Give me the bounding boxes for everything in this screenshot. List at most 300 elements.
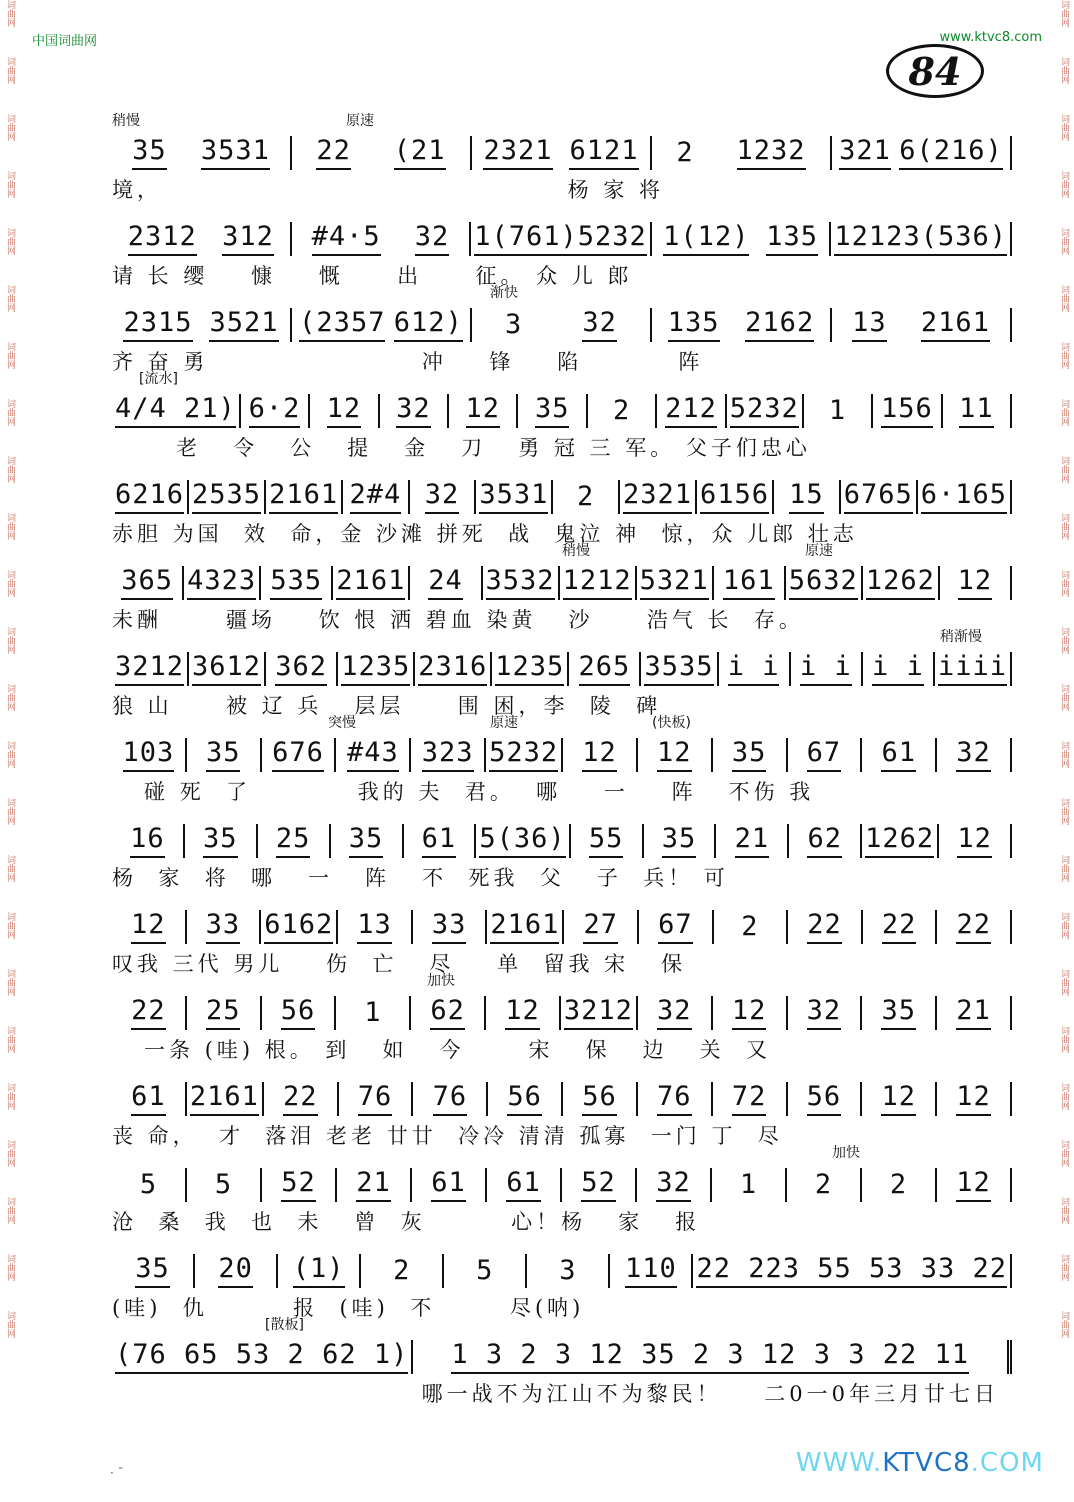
side-watermark-text: 词曲网 bbox=[1059, 342, 1069, 369]
measure bbox=[112, 308, 292, 342]
measure bbox=[863, 566, 940, 600]
measure bbox=[560, 566, 637, 600]
measure bbox=[563, 1082, 638, 1116]
note-group: 612) bbox=[394, 307, 463, 342]
measure bbox=[564, 910, 639, 944]
side-watermark-text: 词曲网 bbox=[1059, 570, 1069, 597]
lyrics-line: 请 长 缨 慷 慨 出 征。 众 儿 郎 bbox=[112, 264, 633, 288]
note-group: 13 bbox=[852, 307, 887, 342]
side-watermark-text: 词曲网 bbox=[5, 741, 15, 768]
tempo-marks bbox=[112, 968, 1012, 994]
lyrics-line: 老 令 公 提 金 刀 勇 冠 三 军。 父子们忠心 bbox=[112, 436, 811, 460]
note-group: 35 bbox=[132, 135, 167, 170]
notation-line bbox=[112, 824, 1012, 858]
side-watermark-text: 词曲网 bbox=[1059, 627, 1069, 654]
note-group: 35 bbox=[203, 823, 238, 858]
side-watermark-text: 词曲网 bbox=[5, 1311, 15, 1338]
measure bbox=[787, 1168, 862, 1202]
note-group: 25 bbox=[276, 823, 311, 858]
measure bbox=[112, 824, 185, 858]
measure bbox=[791, 652, 863, 686]
measure bbox=[261, 910, 338, 944]
side-watermark-text: 词曲网 bbox=[5, 1254, 15, 1281]
measure bbox=[638, 1082, 713, 1116]
note-group: 55 bbox=[589, 823, 624, 858]
measure bbox=[527, 1254, 610, 1288]
measure bbox=[262, 996, 337, 1030]
note-group: 161 bbox=[723, 565, 775, 600]
tempo-mark: 突慢 bbox=[328, 715, 356, 731]
side-watermark-text: 词曲网 bbox=[5, 513, 15, 540]
note-group: 32 bbox=[415, 221, 450, 256]
measure bbox=[488, 1082, 563, 1116]
measure bbox=[112, 222, 292, 256]
measure bbox=[112, 652, 189, 686]
measure bbox=[610, 1254, 693, 1288]
note-group: 1212 bbox=[563, 565, 632, 600]
note-group: 35 bbox=[662, 823, 697, 858]
measure bbox=[935, 652, 1012, 686]
measure bbox=[486, 738, 563, 772]
note-group: 5232 bbox=[730, 393, 799, 428]
note-group: 135 bbox=[766, 221, 818, 256]
side-watermark-text: 词曲网 bbox=[5, 0, 15, 27]
note-group: 13 bbox=[357, 909, 392, 944]
note-group: 62 bbox=[807, 823, 842, 858]
notation-line bbox=[112, 308, 1012, 342]
measure bbox=[483, 566, 560, 600]
note-group: 5632 bbox=[789, 565, 858, 600]
note-group: 12 bbox=[958, 565, 993, 600]
measure bbox=[652, 222, 832, 256]
left-side-watermark-strip bbox=[0, 0, 20, 1502]
measure bbox=[940, 566, 1012, 600]
note-group: 3532 bbox=[486, 565, 555, 600]
note-group: 32 bbox=[656, 1167, 691, 1202]
note-group: iiii bbox=[938, 651, 1007, 686]
lyrics-line: (哇) 仇 报 (哇) 不 尽(呐) bbox=[112, 1296, 585, 1320]
lyrics-line: 狼 山 被 辽 兵 层层 围 困，李 陵 碑 bbox=[112, 694, 662, 718]
measure bbox=[410, 480, 477, 514]
measure bbox=[563, 738, 638, 772]
side-watermark-text: 词曲网 bbox=[5, 342, 15, 369]
note-group: 1262 bbox=[866, 565, 935, 600]
measure bbox=[413, 1082, 488, 1116]
tempo-mark: 稍慢 bbox=[112, 113, 140, 129]
measure bbox=[380, 394, 449, 428]
note-group: i i bbox=[872, 651, 924, 686]
lyrics-line: 一条 (哇) 根。 到 如 今 宋 保 边 关 又 bbox=[112, 1038, 771, 1062]
side-watermark-text: 词曲网 bbox=[1059, 855, 1069, 882]
score-system bbox=[112, 710, 1012, 804]
measure bbox=[652, 308, 832, 342]
measure bbox=[644, 824, 717, 858]
measure bbox=[476, 480, 553, 514]
measure bbox=[336, 996, 411, 1030]
side-watermark-text: 词曲网 bbox=[5, 228, 15, 255]
measure bbox=[788, 738, 863, 772]
measure bbox=[471, 222, 652, 256]
tempo-mark: 加快 bbox=[832, 1145, 860, 1161]
note-group: 22 bbox=[131, 995, 166, 1030]
side-watermark-text: 词曲网 bbox=[1059, 684, 1069, 711]
tempo-mark: 原速 bbox=[490, 715, 518, 731]
score-sheet bbox=[112, 108, 1012, 1406]
note-group: #4·5 bbox=[312, 221, 381, 256]
side-watermark-text: 词曲网 bbox=[5, 570, 15, 597]
note-group: 2#4 bbox=[350, 479, 402, 514]
note-group: 21 bbox=[956, 995, 991, 1030]
tempo-marks bbox=[112, 538, 1012, 564]
tempo-mark: 原速 bbox=[346, 113, 374, 129]
note-group: 22 bbox=[882, 909, 917, 944]
note-group: 2 bbox=[393, 1255, 411, 1286]
measure bbox=[620, 480, 697, 514]
side-watermark-text: 词曲网 bbox=[5, 456, 15, 483]
measure bbox=[266, 652, 338, 686]
lyrics-line: 齐 奋 勇 冲 锋 陷 阵 bbox=[112, 350, 704, 374]
note-group: 52 bbox=[581, 1167, 616, 1202]
note-group: 1 bbox=[739, 1169, 758, 1200]
note-group: 135 bbox=[668, 307, 720, 342]
measure bbox=[333, 566, 410, 600]
note-group: 3612 bbox=[192, 651, 261, 686]
measure bbox=[788, 910, 863, 944]
bottom-watermark-prefix: WWW. bbox=[795, 1448, 883, 1478]
measure bbox=[337, 1168, 412, 1202]
note-group: (21 bbox=[394, 135, 446, 170]
measure bbox=[264, 1082, 339, 1116]
note-group: 16 bbox=[130, 823, 165, 858]
note-group: 3(536) bbox=[903, 221, 1007, 256]
measure bbox=[786, 566, 863, 600]
side-watermark-text: 词曲网 bbox=[5, 399, 15, 426]
side-watermark-text: 词曲网 bbox=[1059, 1311, 1069, 1338]
note-group: 362 bbox=[275, 651, 327, 686]
note-group: 61 bbox=[506, 1167, 541, 1202]
tempo-marks bbox=[112, 1226, 1012, 1252]
note-group: 56 bbox=[507, 1081, 542, 1116]
side-watermark-text: 词曲网 bbox=[1059, 114, 1069, 141]
bottom-watermark-suffix: .COM bbox=[970, 1448, 1044, 1478]
note-group: 312 bbox=[222, 221, 274, 256]
notation-line bbox=[112, 910, 1012, 944]
tempo-marks bbox=[112, 366, 1012, 392]
tempo-mark: 原速 bbox=[805, 543, 833, 559]
measure bbox=[187, 738, 262, 772]
measure bbox=[774, 480, 841, 514]
note-group: 156 bbox=[881, 393, 933, 428]
measure bbox=[112, 480, 189, 514]
note-group: 676 bbox=[272, 737, 324, 772]
note-group: 1 bbox=[828, 395, 847, 426]
measure bbox=[714, 566, 786, 600]
notation-line bbox=[112, 1340, 1012, 1374]
tempo-mark: 稍渐慢 bbox=[940, 629, 982, 645]
side-watermark-text: 词曲网 bbox=[1059, 1140, 1069, 1167]
note-group: 76 bbox=[433, 1081, 468, 1116]
measure bbox=[292, 136, 472, 170]
measure bbox=[831, 222, 1012, 256]
score-system bbox=[112, 1226, 1012, 1320]
measure bbox=[697, 480, 774, 514]
side-watermark-text: 词曲网 bbox=[5, 855, 15, 882]
note-group: 52 bbox=[281, 1167, 316, 1202]
note-group: 3 bbox=[505, 309, 523, 340]
score-system bbox=[112, 1054, 1012, 1148]
note-group: 61 bbox=[422, 823, 457, 858]
measure bbox=[862, 824, 939, 858]
measure bbox=[727, 394, 804, 428]
side-watermark-text: 词曲网 bbox=[1059, 285, 1069, 312]
notation-line bbox=[112, 394, 1012, 428]
score-system bbox=[112, 108, 1012, 202]
side-watermark-text: 词曲网 bbox=[5, 171, 15, 198]
note-group: 56 bbox=[807, 1081, 842, 1116]
note-group: 2 bbox=[741, 911, 759, 942]
measure bbox=[561, 996, 638, 1030]
note-group: 61 bbox=[431, 1167, 466, 1202]
measure bbox=[713, 738, 788, 772]
lyrics-line: 叹我 三代 男儿 伤 亡 尽 单 留我 宋 保 bbox=[112, 952, 687, 976]
measure bbox=[492, 652, 569, 686]
side-watermark-text: 词曲网 bbox=[5, 1140, 15, 1167]
stray-mark: · ˉ bbox=[110, 1466, 124, 1480]
note-group: 5 bbox=[214, 1169, 233, 1200]
measure bbox=[112, 996, 187, 1030]
note-group: 35 bbox=[881, 995, 916, 1030]
top-right-watermark: www.ktvc8.com bbox=[939, 30, 1042, 45]
note-group: 35 bbox=[135, 1253, 170, 1288]
side-watermark-text: 词曲网 bbox=[5, 798, 15, 825]
measure bbox=[937, 1168, 1012, 1202]
note-group: 2 bbox=[612, 395, 631, 426]
measure bbox=[588, 394, 657, 428]
note-group: 2 bbox=[814, 1169, 833, 1200]
note-group: 56 bbox=[582, 1081, 617, 1116]
note-group: 61 bbox=[131, 1081, 166, 1116]
note-group: 61 bbox=[881, 737, 916, 772]
measure bbox=[716, 824, 789, 858]
notation-line bbox=[112, 222, 1012, 256]
measure bbox=[862, 738, 937, 772]
measure bbox=[112, 1082, 187, 1116]
note-group: 35 bbox=[535, 393, 570, 428]
note-group: 5232 bbox=[489, 737, 558, 772]
side-watermark-text: 词曲网 bbox=[1059, 513, 1069, 540]
measure bbox=[841, 480, 918, 514]
tempo-marks bbox=[112, 882, 1012, 908]
note-group: 12 bbox=[466, 393, 501, 428]
note-group: 67 bbox=[658, 909, 693, 944]
measure bbox=[943, 394, 1012, 428]
tempo-mark: [散板] bbox=[265, 1317, 304, 1333]
note-group: 6765 bbox=[844, 479, 913, 514]
note-group: 2161 bbox=[921, 307, 990, 342]
side-watermark-text: 词曲网 bbox=[5, 114, 15, 141]
note-group: 3212 bbox=[564, 995, 633, 1030]
measure bbox=[637, 1168, 712, 1202]
side-watermark-text: 词曲网 bbox=[5, 57, 15, 84]
note-group: (2357 bbox=[299, 307, 385, 342]
note-group: 3521 bbox=[209, 307, 278, 342]
note-group: 35 bbox=[349, 823, 384, 858]
note-group: 35 bbox=[206, 737, 241, 772]
note-group: 22 223 55 53 33 22 bbox=[696, 1253, 1007, 1288]
measure bbox=[639, 910, 714, 944]
score-system bbox=[112, 882, 1012, 976]
measure bbox=[292, 308, 472, 342]
lyrics-line: 赤胆 为国 效 命，金 沙滩 拼死 战 鬼泣 神 惊，众 儿郎 壮志 bbox=[112, 522, 858, 546]
measure bbox=[185, 824, 258, 858]
measure bbox=[518, 394, 587, 428]
tempo-mark: [流水] bbox=[139, 371, 178, 387]
note-group: 76 bbox=[358, 1081, 393, 1116]
note-group: 2161 bbox=[490, 909, 559, 944]
note-group: 12 bbox=[327, 393, 362, 428]
measure bbox=[937, 738, 1012, 772]
notation-line bbox=[112, 480, 1012, 514]
measure bbox=[112, 738, 187, 772]
note-group: 35 bbox=[732, 737, 767, 772]
measure bbox=[444, 1254, 527, 1288]
measure bbox=[292, 222, 472, 256]
note-group: 12 bbox=[957, 823, 992, 858]
side-watermark-text: 词曲网 bbox=[1059, 0, 1069, 27]
measure bbox=[487, 910, 564, 944]
note-group: 22 bbox=[956, 909, 991, 944]
side-watermark-text: 词曲网 bbox=[1059, 1026, 1069, 1053]
note-group: 12 bbox=[582, 737, 617, 772]
measure bbox=[862, 996, 937, 1030]
side-watermark-text: 词曲网 bbox=[1059, 171, 1069, 198]
measure bbox=[712, 1168, 787, 1202]
measure bbox=[241, 394, 310, 428]
tempo-marks bbox=[112, 194, 1012, 220]
measure bbox=[652, 136, 832, 170]
note-group: (1) bbox=[293, 1253, 345, 1288]
page-number-text: 84 bbox=[908, 48, 962, 94]
measure bbox=[404, 824, 477, 858]
note-group: 5 bbox=[476, 1255, 494, 1286]
note-group: 365 bbox=[121, 565, 173, 600]
note-group: 3535 bbox=[644, 651, 713, 686]
note-group: 5232 bbox=[578, 221, 647, 256]
tempo-mark: 加快 bbox=[427, 973, 455, 989]
lyrics-line: 碰 死 了 我的 夫 君。 哪 一 阵 不伤 我 bbox=[112, 780, 815, 804]
note-group: 32 bbox=[396, 393, 431, 428]
side-watermark-text: 词曲网 bbox=[5, 285, 15, 312]
note-group: 33 bbox=[432, 909, 467, 944]
measure bbox=[918, 480, 1012, 514]
side-watermark-text: 词曲网 bbox=[1059, 399, 1069, 426]
note-group: 2312 bbox=[128, 221, 197, 256]
note-group: 4/4 21) bbox=[115, 393, 236, 428]
bottom-watermark-brand: KTVC8 bbox=[882, 1448, 971, 1478]
score-system bbox=[112, 796, 1012, 890]
notation-line bbox=[112, 652, 1012, 686]
tempo-marks bbox=[112, 280, 1012, 306]
measure bbox=[873, 394, 942, 428]
note-group: 2321 bbox=[623, 479, 692, 514]
notation-line bbox=[112, 1082, 1012, 1116]
tempo-marks bbox=[112, 452, 1012, 478]
note-group: 67 bbox=[807, 737, 842, 772]
measure bbox=[112, 394, 241, 428]
measure bbox=[937, 910, 1012, 944]
note-group: 32 bbox=[582, 307, 617, 342]
note-group: 3531 bbox=[479, 479, 548, 514]
note-group: 32 bbox=[807, 995, 842, 1030]
measure bbox=[412, 1168, 487, 1202]
note-group: 5321 bbox=[640, 565, 709, 600]
note-group: 62 bbox=[430, 995, 465, 1030]
measure bbox=[343, 480, 410, 514]
side-watermark-text: 词曲网 bbox=[5, 912, 15, 939]
note-group: 321 bbox=[839, 135, 891, 170]
note-group: 103 bbox=[123, 737, 175, 772]
note-group: 1 bbox=[364, 997, 382, 1028]
note-group: 24 bbox=[428, 565, 463, 600]
measure bbox=[413, 1340, 1012, 1374]
right-side-watermark-strip bbox=[1054, 0, 1074, 1502]
measure bbox=[112, 566, 184, 600]
note-group: 6·165 bbox=[921, 479, 1007, 514]
side-watermark-text: 词曲网 bbox=[1059, 798, 1069, 825]
measure bbox=[266, 480, 343, 514]
note-group: 110 bbox=[625, 1253, 677, 1288]
note-group: 6216 bbox=[115, 479, 184, 514]
measure bbox=[789, 824, 862, 858]
measure bbox=[261, 566, 333, 600]
lyrics-line: 哪一战不为江山不为黎民！ 二0一0年三月廿七日 bbox=[112, 1382, 1000, 1406]
lyrics-line: 杨 家 将 哪 一 阵 不 死我 父 子 兵！ 可 bbox=[112, 866, 729, 890]
note-group: i i bbox=[728, 651, 780, 686]
side-watermark-text: 词曲网 bbox=[5, 684, 15, 711]
side-watermark-text: 词曲网 bbox=[1059, 1254, 1069, 1281]
note-group: 21 bbox=[356, 1167, 391, 1202]
score-system bbox=[112, 968, 1012, 1062]
note-group: 2 bbox=[889, 1169, 908, 1200]
measure bbox=[571, 824, 644, 858]
side-watermark-text: 词曲网 bbox=[1059, 1197, 1069, 1224]
measure bbox=[714, 910, 789, 944]
note-group: 25 bbox=[206, 995, 241, 1030]
page-number bbox=[886, 44, 984, 98]
tempo-mark: 渐快 bbox=[490, 285, 518, 301]
notation-line bbox=[112, 1254, 1012, 1288]
notation-line bbox=[112, 996, 1012, 1030]
measure bbox=[187, 1082, 264, 1116]
note-group: 2162 bbox=[745, 307, 814, 342]
tempo-marks bbox=[112, 624, 1012, 650]
score-system bbox=[112, 194, 1012, 288]
note-group: 1(12) bbox=[663, 221, 749, 256]
side-watermark-text: 词曲网 bbox=[5, 1026, 15, 1053]
side-watermark-text: 词曲网 bbox=[1059, 57, 1069, 84]
notation-line bbox=[112, 136, 1012, 170]
note-group: 22 bbox=[316, 135, 351, 170]
measure bbox=[862, 1168, 937, 1202]
score-system bbox=[112, 1140, 1012, 1234]
measure bbox=[112, 1168, 187, 1202]
measure bbox=[638, 738, 713, 772]
side-watermark-text: 词曲网 bbox=[1059, 912, 1069, 939]
note-group: 76 bbox=[657, 1081, 692, 1116]
note-group: 12 bbox=[505, 995, 540, 1030]
note-group: 2 bbox=[676, 137, 694, 168]
lyrics-line: 丧 命， 才 落泪 老老 廿廿 冷冷 清清 孤寡 一门 丁 尽 bbox=[112, 1124, 783, 1148]
